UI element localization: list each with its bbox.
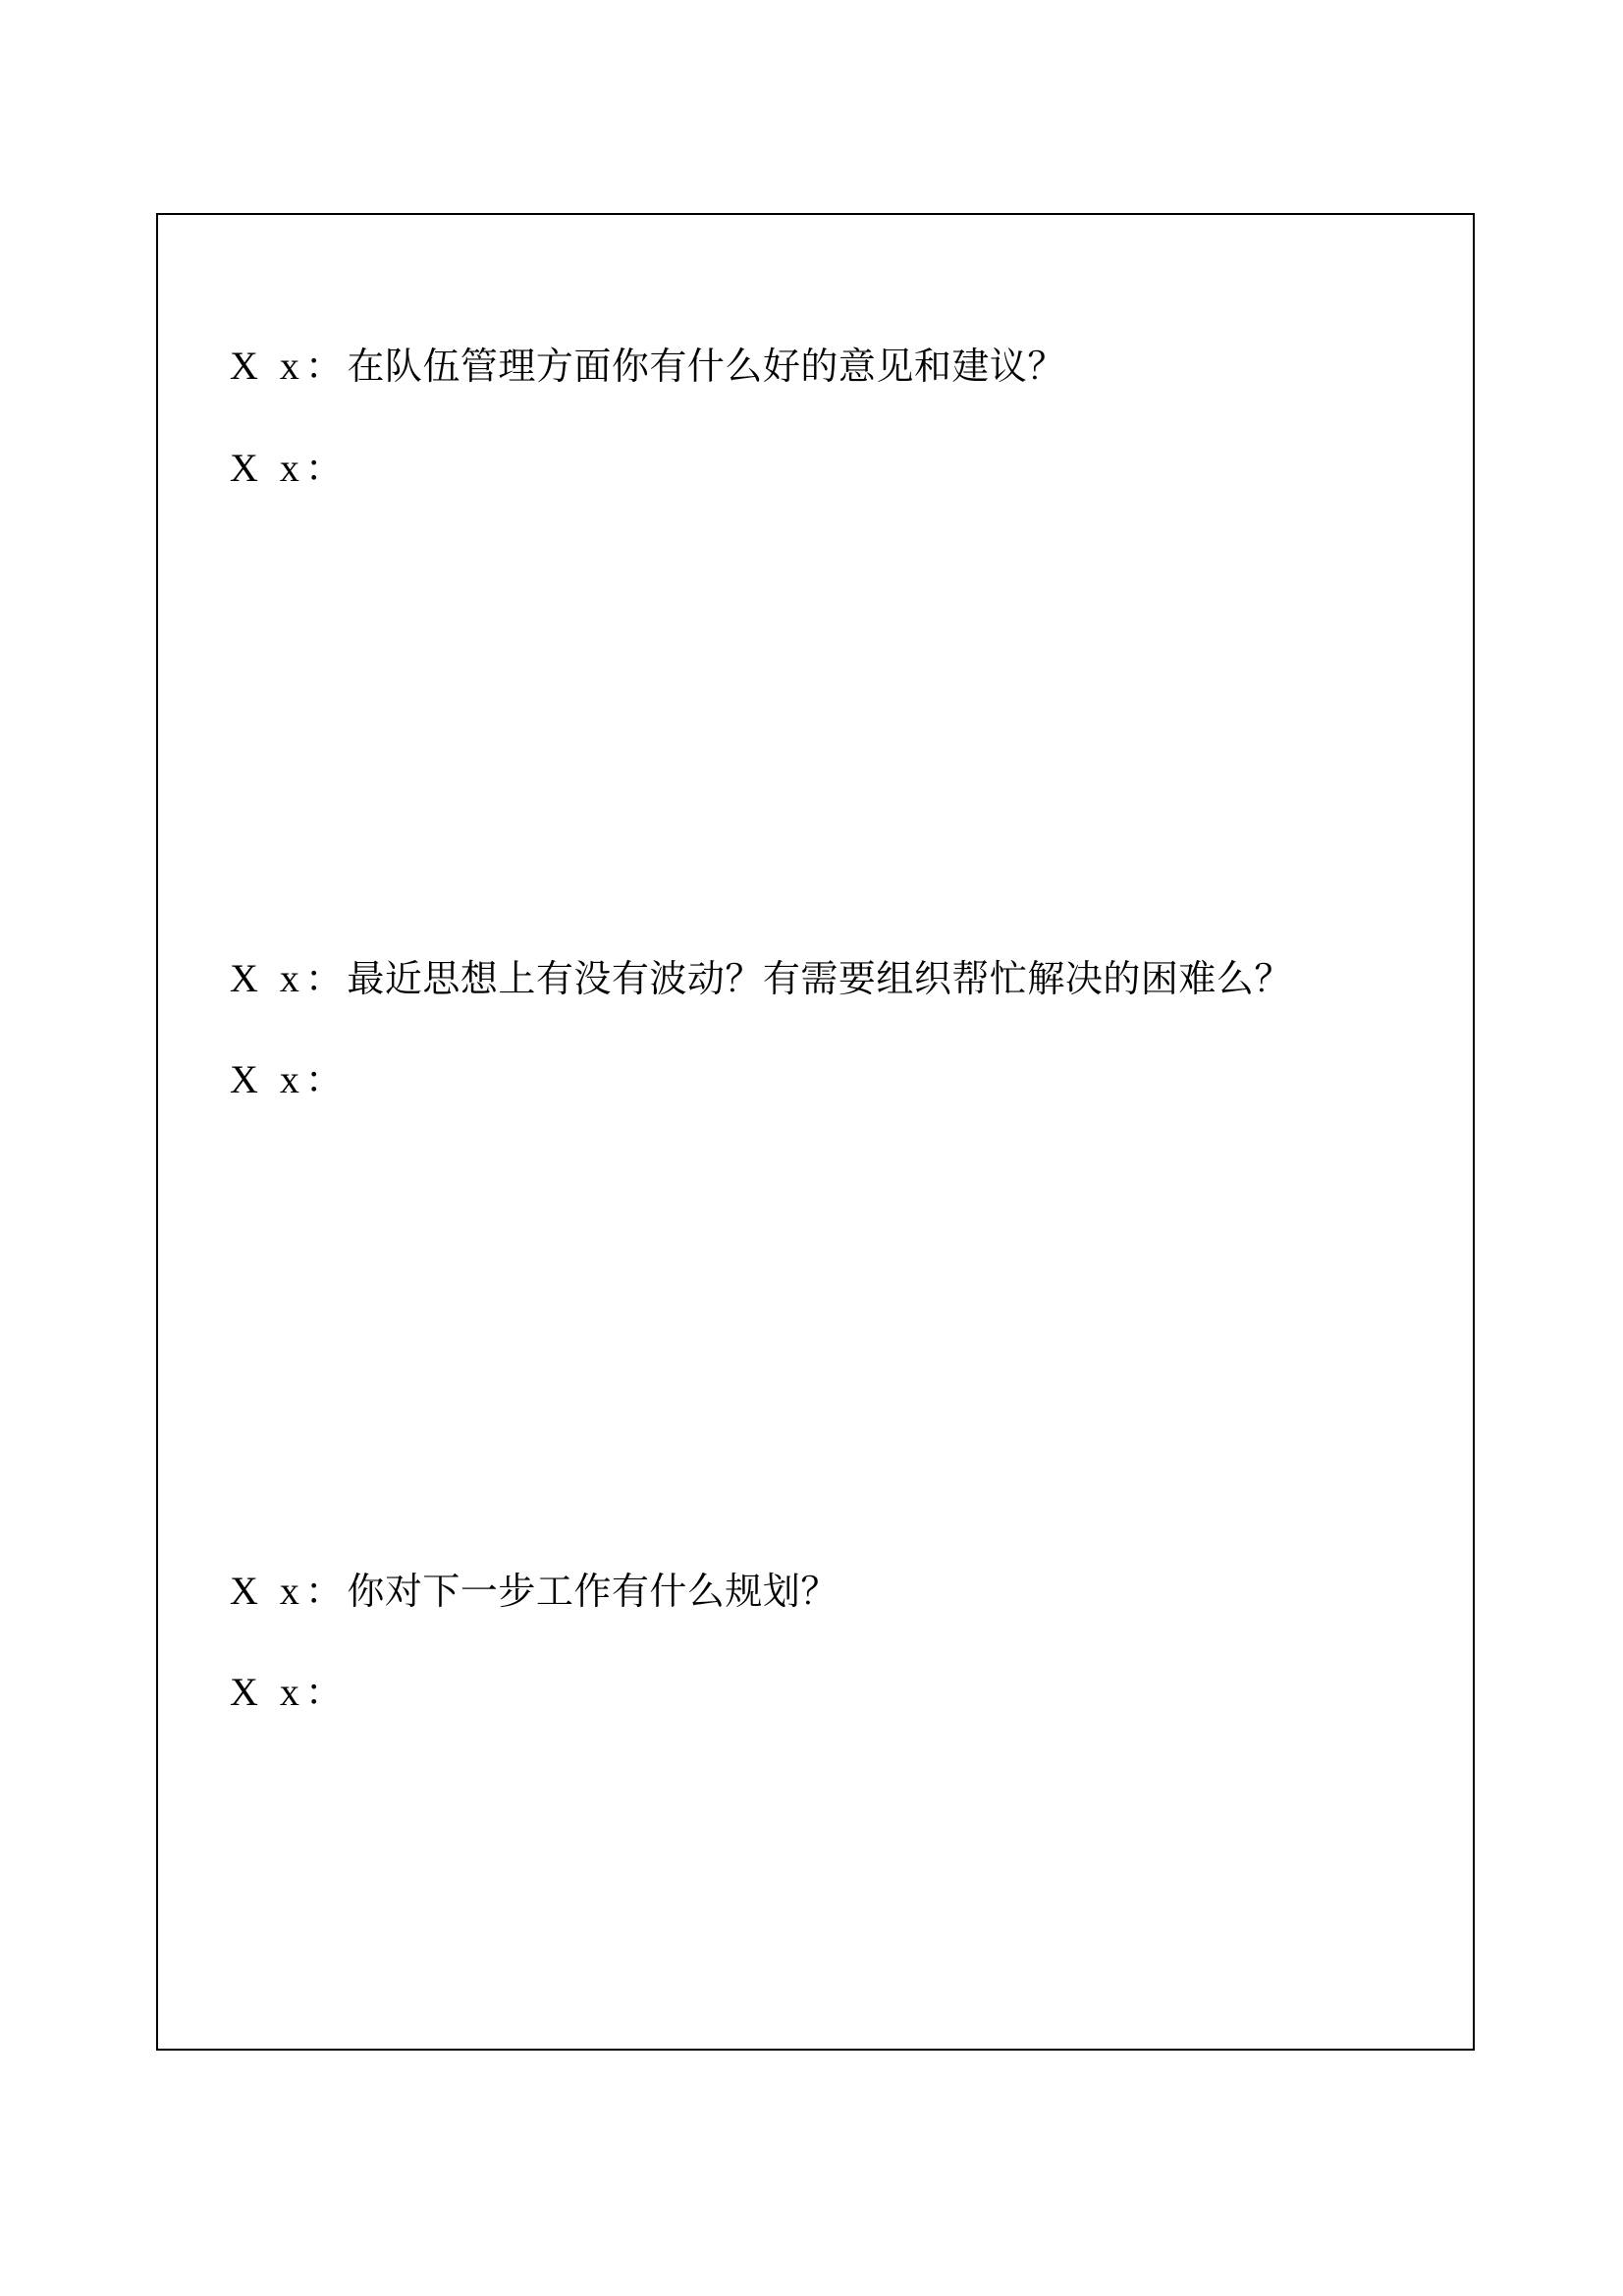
answer-2 [230,1055,347,1104]
answer-2-colon: ： [304,1058,344,1101]
question-3-text: 你对下一步工作有什么规划？ [347,1570,839,1613]
question-1-text: 在队伍管理方面你有什么好的意见和建议？ [347,345,1065,388]
answer-1-speaker: X x [230,446,305,490]
answer-3-colon: ： [304,1671,344,1714]
answer-3-speaker: X x [230,1670,305,1714]
answer-1-colon: ： [304,447,344,490]
question-2-colon: ： [304,957,344,1000]
question-1-speaker: X x [230,344,305,388]
question-2-speaker: X x [230,956,305,1000]
question-1-colon: ： [304,345,344,388]
question-2 [230,954,1292,1003]
answer-2-speaker: X x [230,1057,305,1101]
document-frame [156,213,1475,2051]
question-3-colon: ： [304,1570,344,1613]
answer-1 [230,444,347,493]
question-2-text: 最近思想上有没有波动？有需要组织帮忙解决的困难么？ [347,957,1292,1000]
question-3-speaker: X x [230,1569,305,1613]
answer-3 [230,1668,347,1717]
question-3 [230,1567,839,1616]
question-1 [230,342,1065,391]
